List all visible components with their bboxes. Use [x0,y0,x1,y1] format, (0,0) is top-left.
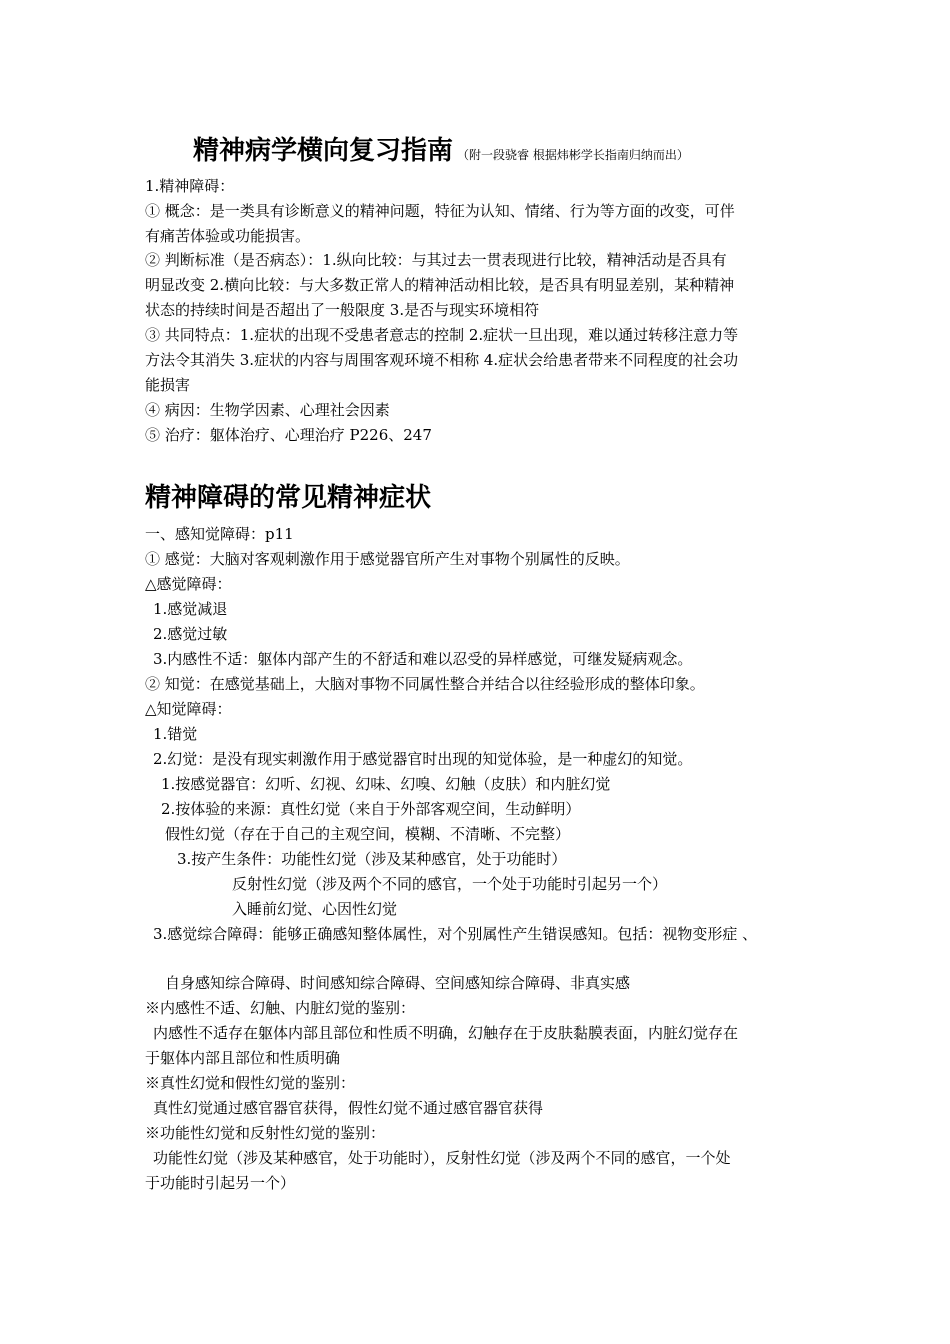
section1-heading: 1.精神障碍： [145,177,235,195]
text-line: △知觉障碍： [145,700,232,718]
text-line: 3.内感性不适：躯体内部产生的不舒适和难以忍受的异样感觉，可继发疑病观念。 [153,650,693,668]
text-line: 3.感觉综合障碍：能够正确感知整体属性，对个别属性产生错误感知。包括：视物变形症 、 [153,925,758,943]
text-line: 入睡前幻觉、心因性幻觉 [232,900,398,918]
section2-heading: 精神障碍的常见精神症状 [145,483,432,513]
text-line: ② 知觉：在感觉基础上，大脑对事物不同属性整合并结合以往经验形成的整体印象。 [145,675,705,693]
text-line: 状态的持续时间是否超出了一般限度 3.是否与现实环境相符 [145,301,540,319]
text-line: ② 判断标准（是否病态）：1.纵向比较：与其过去一贯表现进行比较，精神活动是否具有 [145,251,727,269]
text-line: 2.感觉过敏 [153,625,228,643]
text-line: 一、感知觉障碍：p11 [145,525,294,543]
text-line: 真性幻觉通过感官器官获得，假性幻觉不通过感官器官获得 [153,1099,544,1117]
document-title [193,133,689,173]
text-line: 假性幻觉（存在于自己的主观空间，模糊、不清晰、不完整） [165,825,571,843]
text-line: 能损害 [145,376,191,394]
text-line: 方法令其消失 3.症状的内容与周围客观环境不相称 4.症状会给患者带来不同程度的社会功 [145,351,739,369]
text-line: ④ 病因：生物学因素、心理社会因素 [145,401,390,419]
text-line: 功能性幻觉（涉及某种感官，处于功能时），反射性幻觉（涉及两个不同的感官，一个处 [153,1149,731,1167]
text-line: ① 感觉：大脑对客观刺激作用于感觉器官所产生对事物个别属性的反映。 [145,550,630,568]
text-line: ③ 共同特点：1.症状的出现不受患者意志的控制 2.症状一旦出现，难以通过转移注意力等 [145,326,739,344]
text-line: ※内感性不适、幻触、内脏幻觉的鉴别： [145,999,416,1017]
text-line: 2.按体验的来源：真性幻觉（来自于外部客观空间，生动鲜明） [161,800,581,818]
title-main: 精神病学横向复习指南 [193,136,454,166]
title-subtitle: （附一段骁睿 根据炜彬学长指南归纳而出） [457,148,689,162]
text-line: ※真性幻觉和假性幻觉的鉴别： [145,1074,356,1092]
text-line: 3.按产生条件：功能性幻觉（涉及某种感官，处于功能时） [177,850,567,868]
text-line: 内感性不适存在躯体内部且部位和性质不明确，幻触存在于皮肤黏膜表面，内脏幻觉存在 [153,1024,739,1042]
text-line: △感觉障碍： [145,575,232,593]
text-line: 明显改变 2.横向比较：与大多数正常人的精神活动相比较，是否具有明显差别，某种精神 [145,276,735,294]
text-line: 2.幻觉：是没有现实刺激作用于感觉器官时出现的知觉体验，是一种虚幻的知觉。 [153,750,693,768]
text-line: 自身感知综合障碍、时间感知综合障碍、空间感知综合障碍、非真实感 [165,974,631,992]
text-line: ※功能性幻觉和反射性幻觉的鉴别： [145,1124,386,1142]
text-line: 1.按感觉器官：幻听、幻视、幻味、幻嗅、幻触（皮肤）和内脏幻觉 [161,775,611,793]
text-line: 于躯体内部且部位和性质明确 [145,1049,341,1067]
text-line: 有痛苦体验或功能损害。 [145,227,311,245]
text-line: 于功能时引起另一个） [145,1174,296,1192]
text-line: 反射性幻觉（涉及两个不同的感官，一个处于功能时引起另一个） [232,875,668,893]
text-line: ⑤ 治疗：躯体治疗、心理治疗 P226、247 [145,426,432,444]
text-line: ① 概念：是一类具有诊断意义的精神问题，特征为认知、情绪、行为等方面的改变，可伴 [145,202,735,220]
text-line: 1.错觉 [153,725,198,743]
text-line: 1.感觉减退 [153,600,228,618]
